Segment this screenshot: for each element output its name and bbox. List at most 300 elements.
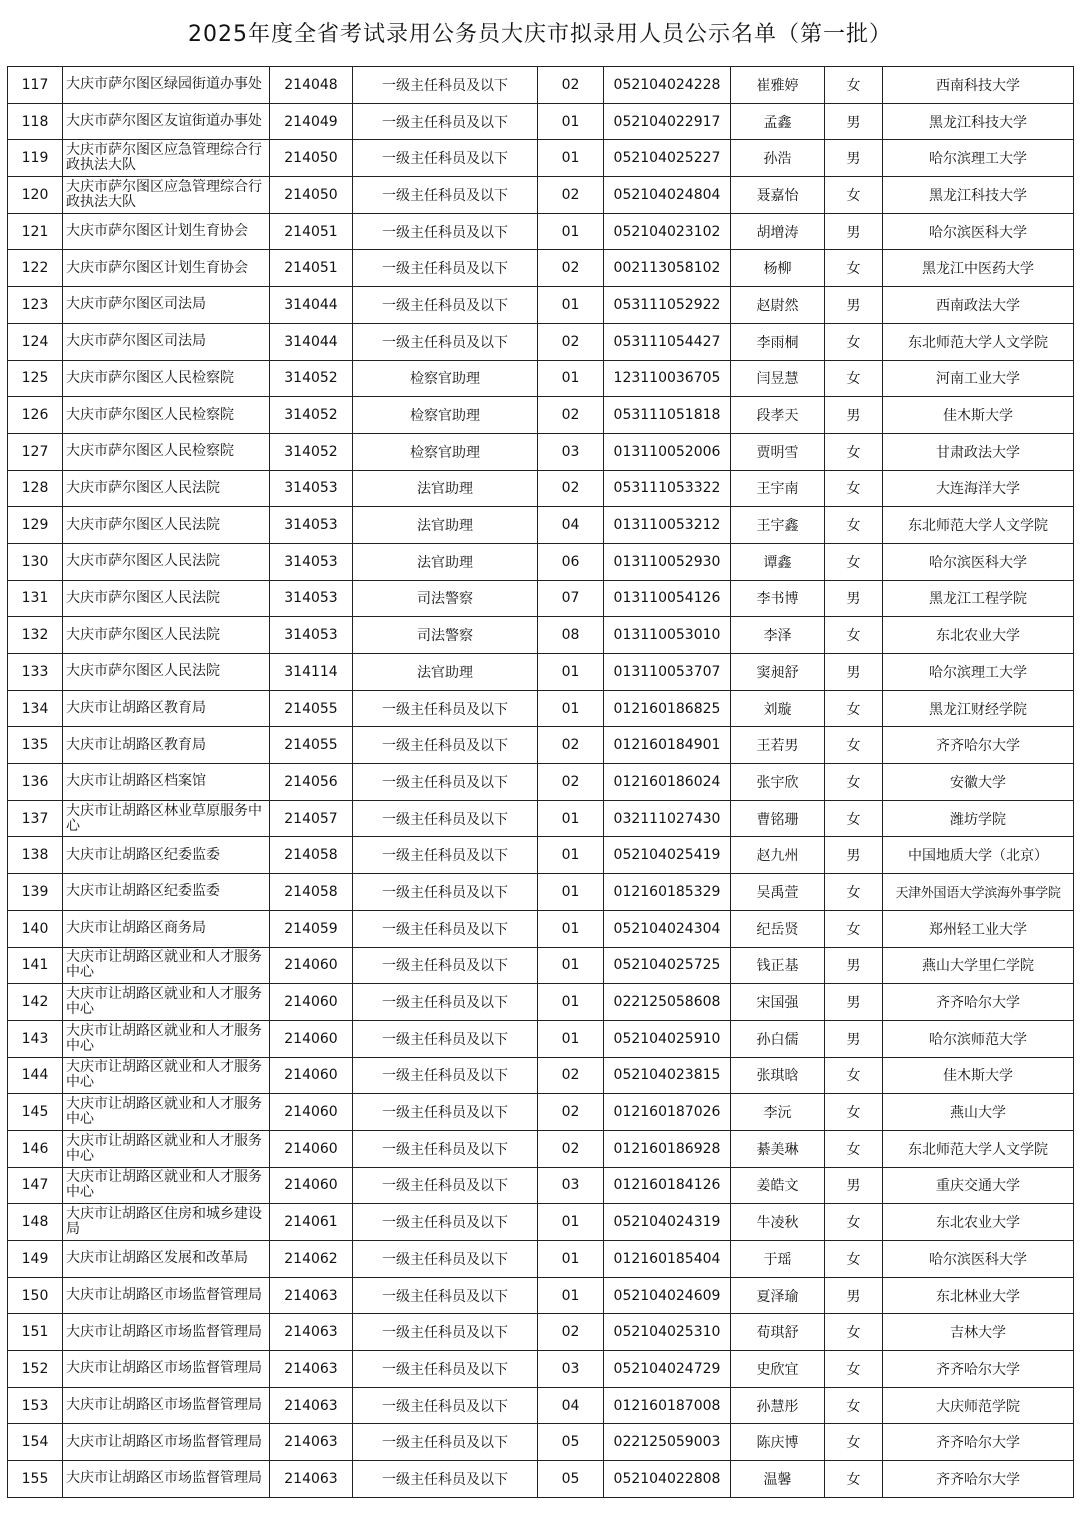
graduated-school: 齐齐哈尔大学 <box>883 1351 1074 1388</box>
exam-ticket-number: 002113058102 <box>604 250 731 287</box>
employer-unit: 大庆市让胡路区市场监督管理局 <box>63 1424 270 1461</box>
table-row <box>8 103 1074 140</box>
candidate-name: 赵九州 <box>731 837 825 874</box>
employer-unit: 大庆市让胡路区市场监督管理局 <box>63 1387 270 1424</box>
graduated-school: 齐齐哈尔大学 <box>883 984 1074 1021</box>
candidate-name: 崔雅婷 <box>731 67 825 104</box>
gender: 女 <box>825 360 883 397</box>
gender: 女 <box>825 433 883 470</box>
table-row <box>8 947 1074 984</box>
table-row <box>8 800 1074 837</box>
page-title: 2025年度全省考试录用公务员大庆市拟录用人员公示名单（第一批） <box>188 22 892 47</box>
gender: 女 <box>825 1461 883 1498</box>
position-title: 检察官助理 <box>353 433 538 470</box>
position-code: 214063 <box>270 1314 353 1351</box>
gender: 女 <box>825 1424 883 1461</box>
row-number: 147 <box>8 1167 63 1204</box>
ranking-number: 02 <box>538 764 604 801</box>
exam-ticket-number: 013110052006 <box>604 433 731 470</box>
exam-ticket-number: 013110052930 <box>604 543 731 580</box>
ranking-number: 01 <box>538 1241 604 1278</box>
ranking-number: 01 <box>538 140 604 177</box>
candidate-name: 张宇欣 <box>731 764 825 801</box>
position-code: 214060 <box>270 1167 353 1204</box>
position-title: 一级主任科员及以下 <box>353 1167 538 1204</box>
exam-ticket-number: 052104024228 <box>604 67 731 104</box>
employer-unit: 大庆市让胡路区市场监督管理局 <box>63 1277 270 1314</box>
position-code: 214063 <box>270 1461 353 1498</box>
graduated-school: 佳木斯大学 <box>883 1057 1074 1094</box>
table-row <box>8 213 1074 250</box>
exam-ticket-number: 053111054427 <box>604 323 731 360</box>
exam-ticket-number: 052104025227 <box>604 140 731 177</box>
candidate-name: 贾明雪 <box>731 433 825 470</box>
roster-table <box>7 66 1074 1498</box>
employer-unit: 大庆市让胡路区教育局 <box>63 727 270 764</box>
gender: 女 <box>825 617 883 654</box>
exam-ticket-number: 012160184901 <box>604 727 731 764</box>
employer-unit: 大庆市让胡路区就业和人才服务中心 <box>63 1167 270 1204</box>
exam-ticket-number: 052104022917 <box>604 103 731 140</box>
employer-unit: 大庆市萨尔图区应急管理综合行政执法大队 <box>63 177 270 214</box>
employer-unit: 大庆市让胡路区市场监督管理局 <box>63 1461 270 1498</box>
row-number: 136 <box>8 764 63 801</box>
gender: 女 <box>825 1057 883 1094</box>
ranking-number: 08 <box>538 617 604 654</box>
candidate-name: 段孝天 <box>731 397 825 434</box>
graduated-school: 齐齐哈尔大学 <box>883 1461 1074 1498</box>
ranking-number: 01 <box>538 654 604 691</box>
table-row <box>8 1387 1074 1424</box>
position-code: 214060 <box>270 947 353 984</box>
graduated-school: 安徽大学 <box>883 764 1074 801</box>
exam-ticket-number: 052104025725 <box>604 947 731 984</box>
gender: 女 <box>825 727 883 764</box>
ranking-number: 07 <box>538 580 604 617</box>
ranking-number: 02 <box>538 470 604 507</box>
graduated-school: 哈尔滨医科大学 <box>883 1241 1074 1278</box>
table-row <box>8 140 1074 177</box>
employer-unit: 大庆市让胡路区就业和人才服务中心 <box>63 1020 270 1057</box>
employer-unit: 大庆市让胡路区就业和人才服务中心 <box>63 947 270 984</box>
employer-unit: 大庆市萨尔图区绿园街道办事处 <box>63 67 270 104</box>
exam-ticket-number: 052104024804 <box>604 177 731 214</box>
candidate-name: 谭鑫 <box>731 543 825 580</box>
graduated-school: 西南科技大学 <box>883 67 1074 104</box>
employer-unit: 大庆市让胡路区发展和改革局 <box>63 1241 270 1278</box>
ranking-number: 01 <box>538 910 604 947</box>
position-title: 一级主任科员及以下 <box>353 1094 538 1131</box>
employer-unit: 大庆市萨尔图区人民法院 <box>63 543 270 580</box>
exam-ticket-number: 012160187026 <box>604 1094 731 1131</box>
position-title: 一级主任科员及以下 <box>353 874 538 911</box>
ranking-number: 01 <box>538 874 604 911</box>
row-number: 130 <box>8 543 63 580</box>
graduated-school: 黑龙江中医药大学 <box>883 250 1074 287</box>
gender: 男 <box>825 1277 883 1314</box>
employer-unit: 大庆市让胡路区商务局 <box>63 910 270 947</box>
gender: 男 <box>825 1020 883 1057</box>
table-row <box>8 617 1074 654</box>
candidate-name: 牛凌秋 <box>731 1204 825 1241</box>
table-row <box>8 67 1074 104</box>
table-row <box>8 1057 1074 1094</box>
position-code: 314044 <box>270 323 353 360</box>
graduated-school: 东北农业大学 <box>883 1204 1074 1241</box>
table-row <box>8 323 1074 360</box>
candidate-name: 温馨 <box>731 1461 825 1498</box>
employer-unit: 大庆市让胡路区纪委监委 <box>63 837 270 874</box>
position-code: 314052 <box>270 433 353 470</box>
candidate-name: 陈庆博 <box>731 1424 825 1461</box>
exam-ticket-number: 052104024729 <box>604 1351 731 1388</box>
ranking-number: 02 <box>538 1057 604 1094</box>
position-title: 法官助理 <box>353 470 538 507</box>
position-code: 214057 <box>270 800 353 837</box>
candidate-name: 钱正基 <box>731 947 825 984</box>
row-number: 155 <box>8 1461 63 1498</box>
position-code: 214058 <box>270 874 353 911</box>
graduated-school: 哈尔滨医科大学 <box>883 543 1074 580</box>
position-code: 214060 <box>270 1020 353 1057</box>
gender: 女 <box>825 1094 883 1131</box>
position-code: 214050 <box>270 140 353 177</box>
gender: 女 <box>825 1204 883 1241</box>
ranking-number: 01 <box>538 837 604 874</box>
table-row <box>8 250 1074 287</box>
ranking-number: 02 <box>538 727 604 764</box>
employer-unit: 大庆市让胡路区档案馆 <box>63 764 270 801</box>
row-number: 118 <box>8 103 63 140</box>
row-number: 125 <box>8 360 63 397</box>
row-number: 150 <box>8 1277 63 1314</box>
table-row <box>8 543 1074 580</box>
table-row <box>8 1130 1074 1167</box>
position-title: 一级主任科员及以下 <box>353 800 538 837</box>
gender: 女 <box>825 177 883 214</box>
employer-unit: 大庆市萨尔图区人民法院 <box>63 580 270 617</box>
table-row <box>8 874 1074 911</box>
graduated-school: 甘肃政法大学 <box>883 433 1074 470</box>
row-number: 139 <box>8 874 63 911</box>
position-title: 检察官助理 <box>353 360 538 397</box>
exam-ticket-number: 052104023102 <box>604 213 731 250</box>
position-code: 314052 <box>270 397 353 434</box>
employer-unit: 大庆市萨尔图区人民检察院 <box>63 433 270 470</box>
employer-unit: 大庆市萨尔图区人民法院 <box>63 654 270 691</box>
candidate-name: 胡增涛 <box>731 213 825 250</box>
gender: 女 <box>825 1351 883 1388</box>
position-code: 214060 <box>270 1130 353 1167</box>
position-code: 314053 <box>270 507 353 544</box>
position-title: 一级主任科员及以下 <box>353 910 538 947</box>
position-title: 一级主任科员及以下 <box>353 1351 538 1388</box>
table-row <box>8 984 1074 1021</box>
candidate-name: 聂嘉怡 <box>731 177 825 214</box>
position-title: 一级主任科员及以下 <box>353 1241 538 1278</box>
row-number: 123 <box>8 287 63 324</box>
graduated-school: 大庆师范学院 <box>883 1387 1074 1424</box>
position-code: 214059 <box>270 910 353 947</box>
employer-unit: 大庆市让胡路区住房和城乡建设局 <box>63 1204 270 1241</box>
table-row <box>8 1424 1074 1461</box>
exam-ticket-number: 013110054126 <box>604 580 731 617</box>
position-title: 一级主任科员及以下 <box>353 140 538 177</box>
position-title: 司法警察 <box>353 617 538 654</box>
position-code: 214063 <box>270 1351 353 1388</box>
candidate-name: 孙慧彤 <box>731 1387 825 1424</box>
row-number: 149 <box>8 1241 63 1278</box>
employer-unit: 大庆市萨尔图区计划生育协会 <box>63 250 270 287</box>
graduated-school: 黑龙江科技大学 <box>883 103 1074 140</box>
employer-unit: 大庆市萨尔图区人民法院 <box>63 470 270 507</box>
gender: 女 <box>825 910 883 947</box>
exam-ticket-number: 123110036705 <box>604 360 731 397</box>
row-number: 138 <box>8 837 63 874</box>
position-code: 214063 <box>270 1387 353 1424</box>
candidate-name: 刘璇 <box>731 690 825 727</box>
position-code: 214051 <box>270 213 353 250</box>
candidate-name: 于瑶 <box>731 1241 825 1278</box>
position-code: 314053 <box>270 470 353 507</box>
table-row <box>8 1461 1074 1498</box>
row-number: 122 <box>8 250 63 287</box>
row-number: 124 <box>8 323 63 360</box>
position-title: 一级主任科员及以下 <box>353 1461 538 1498</box>
graduated-school: 燕山大学 <box>883 1094 1074 1131</box>
row-number: 120 <box>8 177 63 214</box>
table-row <box>8 1314 1074 1351</box>
position-code: 214048 <box>270 67 353 104</box>
exam-ticket-number: 052104025419 <box>604 837 731 874</box>
ranking-number: 01 <box>538 1020 604 1057</box>
position-code: 214056 <box>270 764 353 801</box>
ranking-number: 01 <box>538 360 604 397</box>
employer-unit: 大庆市萨尔图区人民法院 <box>63 617 270 654</box>
graduated-school: 黑龙江科技大学 <box>883 177 1074 214</box>
gender: 男 <box>825 287 883 324</box>
gender: 女 <box>825 800 883 837</box>
candidate-name: 王宇南 <box>731 470 825 507</box>
exam-ticket-number: 053111052922 <box>604 287 731 324</box>
exam-ticket-number: 052104024304 <box>604 910 731 947</box>
candidate-name: 孟鑫 <box>731 103 825 140</box>
row-number: 146 <box>8 1130 63 1167</box>
position-code: 214063 <box>270 1277 353 1314</box>
position-code: 214062 <box>270 1241 353 1278</box>
position-code: 214060 <box>270 1057 353 1094</box>
gender: 女 <box>825 764 883 801</box>
employer-unit: 大庆市让胡路区教育局 <box>63 690 270 727</box>
row-number: 144 <box>8 1057 63 1094</box>
row-number: 143 <box>8 1020 63 1057</box>
graduated-school: 齐齐哈尔大学 <box>883 727 1074 764</box>
position-code: 314114 <box>270 654 353 691</box>
ranking-number: 02 <box>538 397 604 434</box>
position-title: 一级主任科员及以下 <box>353 947 538 984</box>
ranking-number: 04 <box>538 1387 604 1424</box>
table-row <box>8 470 1074 507</box>
exam-ticket-number: 052104025310 <box>604 1314 731 1351</box>
candidate-name: 夏泽瑜 <box>731 1277 825 1314</box>
gender: 女 <box>825 690 883 727</box>
table-row <box>8 837 1074 874</box>
table-row <box>8 654 1074 691</box>
gender: 女 <box>825 543 883 580</box>
table-row <box>8 1094 1074 1131</box>
gender: 男 <box>825 140 883 177</box>
employer-unit: 大庆市让胡路区市场监督管理局 <box>63 1351 270 1388</box>
row-number: 131 <box>8 580 63 617</box>
gender: 男 <box>825 947 883 984</box>
gender: 男 <box>825 837 883 874</box>
exam-ticket-number: 012160185404 <box>604 1241 731 1278</box>
row-number: 137 <box>8 800 63 837</box>
position-title: 一级主任科员及以下 <box>353 984 538 1021</box>
exam-ticket-number: 012160187008 <box>604 1387 731 1424</box>
employer-unit: 大庆市萨尔图区司法局 <box>63 287 270 324</box>
row-number: 117 <box>8 67 63 104</box>
row-number: 154 <box>8 1424 63 1461</box>
gender: 女 <box>825 1314 883 1351</box>
exam-ticket-number: 013110053707 <box>604 654 731 691</box>
ranking-number: 01 <box>538 984 604 1021</box>
position-code: 214049 <box>270 103 353 140</box>
employer-unit: 大庆市让胡路区林业草原服务中心 <box>63 800 270 837</box>
graduated-school: 黑龙江工程学院 <box>883 580 1074 617</box>
candidate-name: 李泽 <box>731 617 825 654</box>
graduated-school: 重庆交通大学 <box>883 1167 1074 1204</box>
position-title: 一级主任科员及以下 <box>353 250 538 287</box>
gender: 女 <box>825 507 883 544</box>
exam-ticket-number: 053111053322 <box>604 470 731 507</box>
exam-ticket-number: 012160185329 <box>604 874 731 911</box>
graduated-school: 天津外国语大学滨海外事学院 <box>883 874 1074 911</box>
ranking-number: 06 <box>538 543 604 580</box>
gender: 女 <box>825 1387 883 1424</box>
employer-unit: 大庆市萨尔图区人民法院 <box>63 507 270 544</box>
position-title: 法官助理 <box>353 543 538 580</box>
candidate-name: 姜皓文 <box>731 1167 825 1204</box>
candidate-name: 王宇鑫 <box>731 507 825 544</box>
exam-ticket-number: 013110053010 <box>604 617 731 654</box>
row-number: 128 <box>8 470 63 507</box>
position-title: 一级主任科员及以下 <box>353 1387 538 1424</box>
graduated-school: 潍坊学院 <box>883 800 1074 837</box>
table-row <box>8 1241 1074 1278</box>
row-number: 121 <box>8 213 63 250</box>
employer-unit: 大庆市让胡路区纪委监委 <box>63 874 270 911</box>
ranking-number: 01 <box>538 1204 604 1241</box>
candidate-name: 曹铭珊 <box>731 800 825 837</box>
exam-ticket-number: 052104022808 <box>604 1461 731 1498</box>
ranking-number: 01 <box>538 947 604 984</box>
row-number: 148 <box>8 1204 63 1241</box>
graduated-school: 齐齐哈尔大学 <box>883 1424 1074 1461</box>
gender: 男 <box>825 1167 883 1204</box>
employer-unit: 大庆市让胡路区就业和人才服务中心 <box>63 1057 270 1094</box>
position-title: 一级主任科员及以下 <box>353 213 538 250</box>
graduated-school: 哈尔滨师范大学 <box>883 1020 1074 1057</box>
table-row <box>8 727 1074 764</box>
table-row <box>8 690 1074 727</box>
gender: 女 <box>825 250 883 287</box>
position-code: 214061 <box>270 1204 353 1241</box>
exam-ticket-number: 012160184126 <box>604 1167 731 1204</box>
position-code: 314044 <box>270 287 353 324</box>
position-code: 214058 <box>270 837 353 874</box>
employer-unit: 大庆市萨尔图区人民检察院 <box>63 397 270 434</box>
candidate-name: 纪岳贤 <box>731 910 825 947</box>
position-title: 一级主任科员及以下 <box>353 1130 538 1167</box>
gender: 女 <box>825 67 883 104</box>
row-number: 142 <box>8 984 63 1021</box>
candidate-name: 王若男 <box>731 727 825 764</box>
ranking-number: 01 <box>538 690 604 727</box>
exam-ticket-number: 052104025910 <box>604 1020 731 1057</box>
position-code: 214051 <box>270 250 353 287</box>
exam-ticket-number: 013110053212 <box>604 507 731 544</box>
ranking-number: 03 <box>538 1167 604 1204</box>
candidate-name: 荀琪舒 <box>731 1314 825 1351</box>
table-row <box>8 397 1074 434</box>
gender: 女 <box>825 323 883 360</box>
position-title: 检察官助理 <box>353 397 538 434</box>
candidate-name: 李沅 <box>731 1094 825 1131</box>
position-title: 一级主任科员及以下 <box>353 323 538 360</box>
exam-ticket-number: 022125059003 <box>604 1424 731 1461</box>
table-row <box>8 1167 1074 1204</box>
position-title: 一级主任科员及以下 <box>353 67 538 104</box>
exam-ticket-number: 052104024319 <box>604 1204 731 1241</box>
graduated-school: 佳木斯大学 <box>883 397 1074 434</box>
candidate-name: 杨柳 <box>731 250 825 287</box>
position-code: 314053 <box>270 543 353 580</box>
candidate-name: 宋国强 <box>731 984 825 1021</box>
gender: 男 <box>825 580 883 617</box>
ranking-number: 02 <box>538 323 604 360</box>
position-code: 214063 <box>270 1424 353 1461</box>
position-title: 司法警察 <box>353 580 538 617</box>
position-title: 一级主任科员及以下 <box>353 177 538 214</box>
exam-ticket-number: 012160186024 <box>604 764 731 801</box>
row-number: 119 <box>8 140 63 177</box>
position-title: 一级主任科员及以下 <box>353 1277 538 1314</box>
table-row <box>8 764 1074 801</box>
position-title: 一级主任科员及以下 <box>353 690 538 727</box>
graduated-school: 郑州轻工业大学 <box>883 910 1074 947</box>
ranking-number: 01 <box>538 287 604 324</box>
candidate-name: 张琪晗 <box>731 1057 825 1094</box>
position-title: 一级主任科员及以下 <box>353 287 538 324</box>
position-title: 一级主任科员及以下 <box>353 1424 538 1461</box>
candidate-name: 李雨桐 <box>731 323 825 360</box>
position-title: 一级主任科员及以下 <box>353 1020 538 1057</box>
gender: 男 <box>825 654 883 691</box>
position-code: 214060 <box>270 984 353 1021</box>
graduated-school: 中国地质大学（北京） <box>883 837 1074 874</box>
candidate-name: 綦美琳 <box>731 1130 825 1167</box>
row-number: 126 <box>8 397 63 434</box>
ranking-number: 02 <box>538 250 604 287</box>
candidate-name: 赵尉然 <box>731 287 825 324</box>
position-code: 314053 <box>270 580 353 617</box>
gender: 男 <box>825 103 883 140</box>
exam-ticket-number: 053111051818 <box>604 397 731 434</box>
ranking-number: 03 <box>538 1351 604 1388</box>
gender: 男 <box>825 213 883 250</box>
position-code: 314052 <box>270 360 353 397</box>
